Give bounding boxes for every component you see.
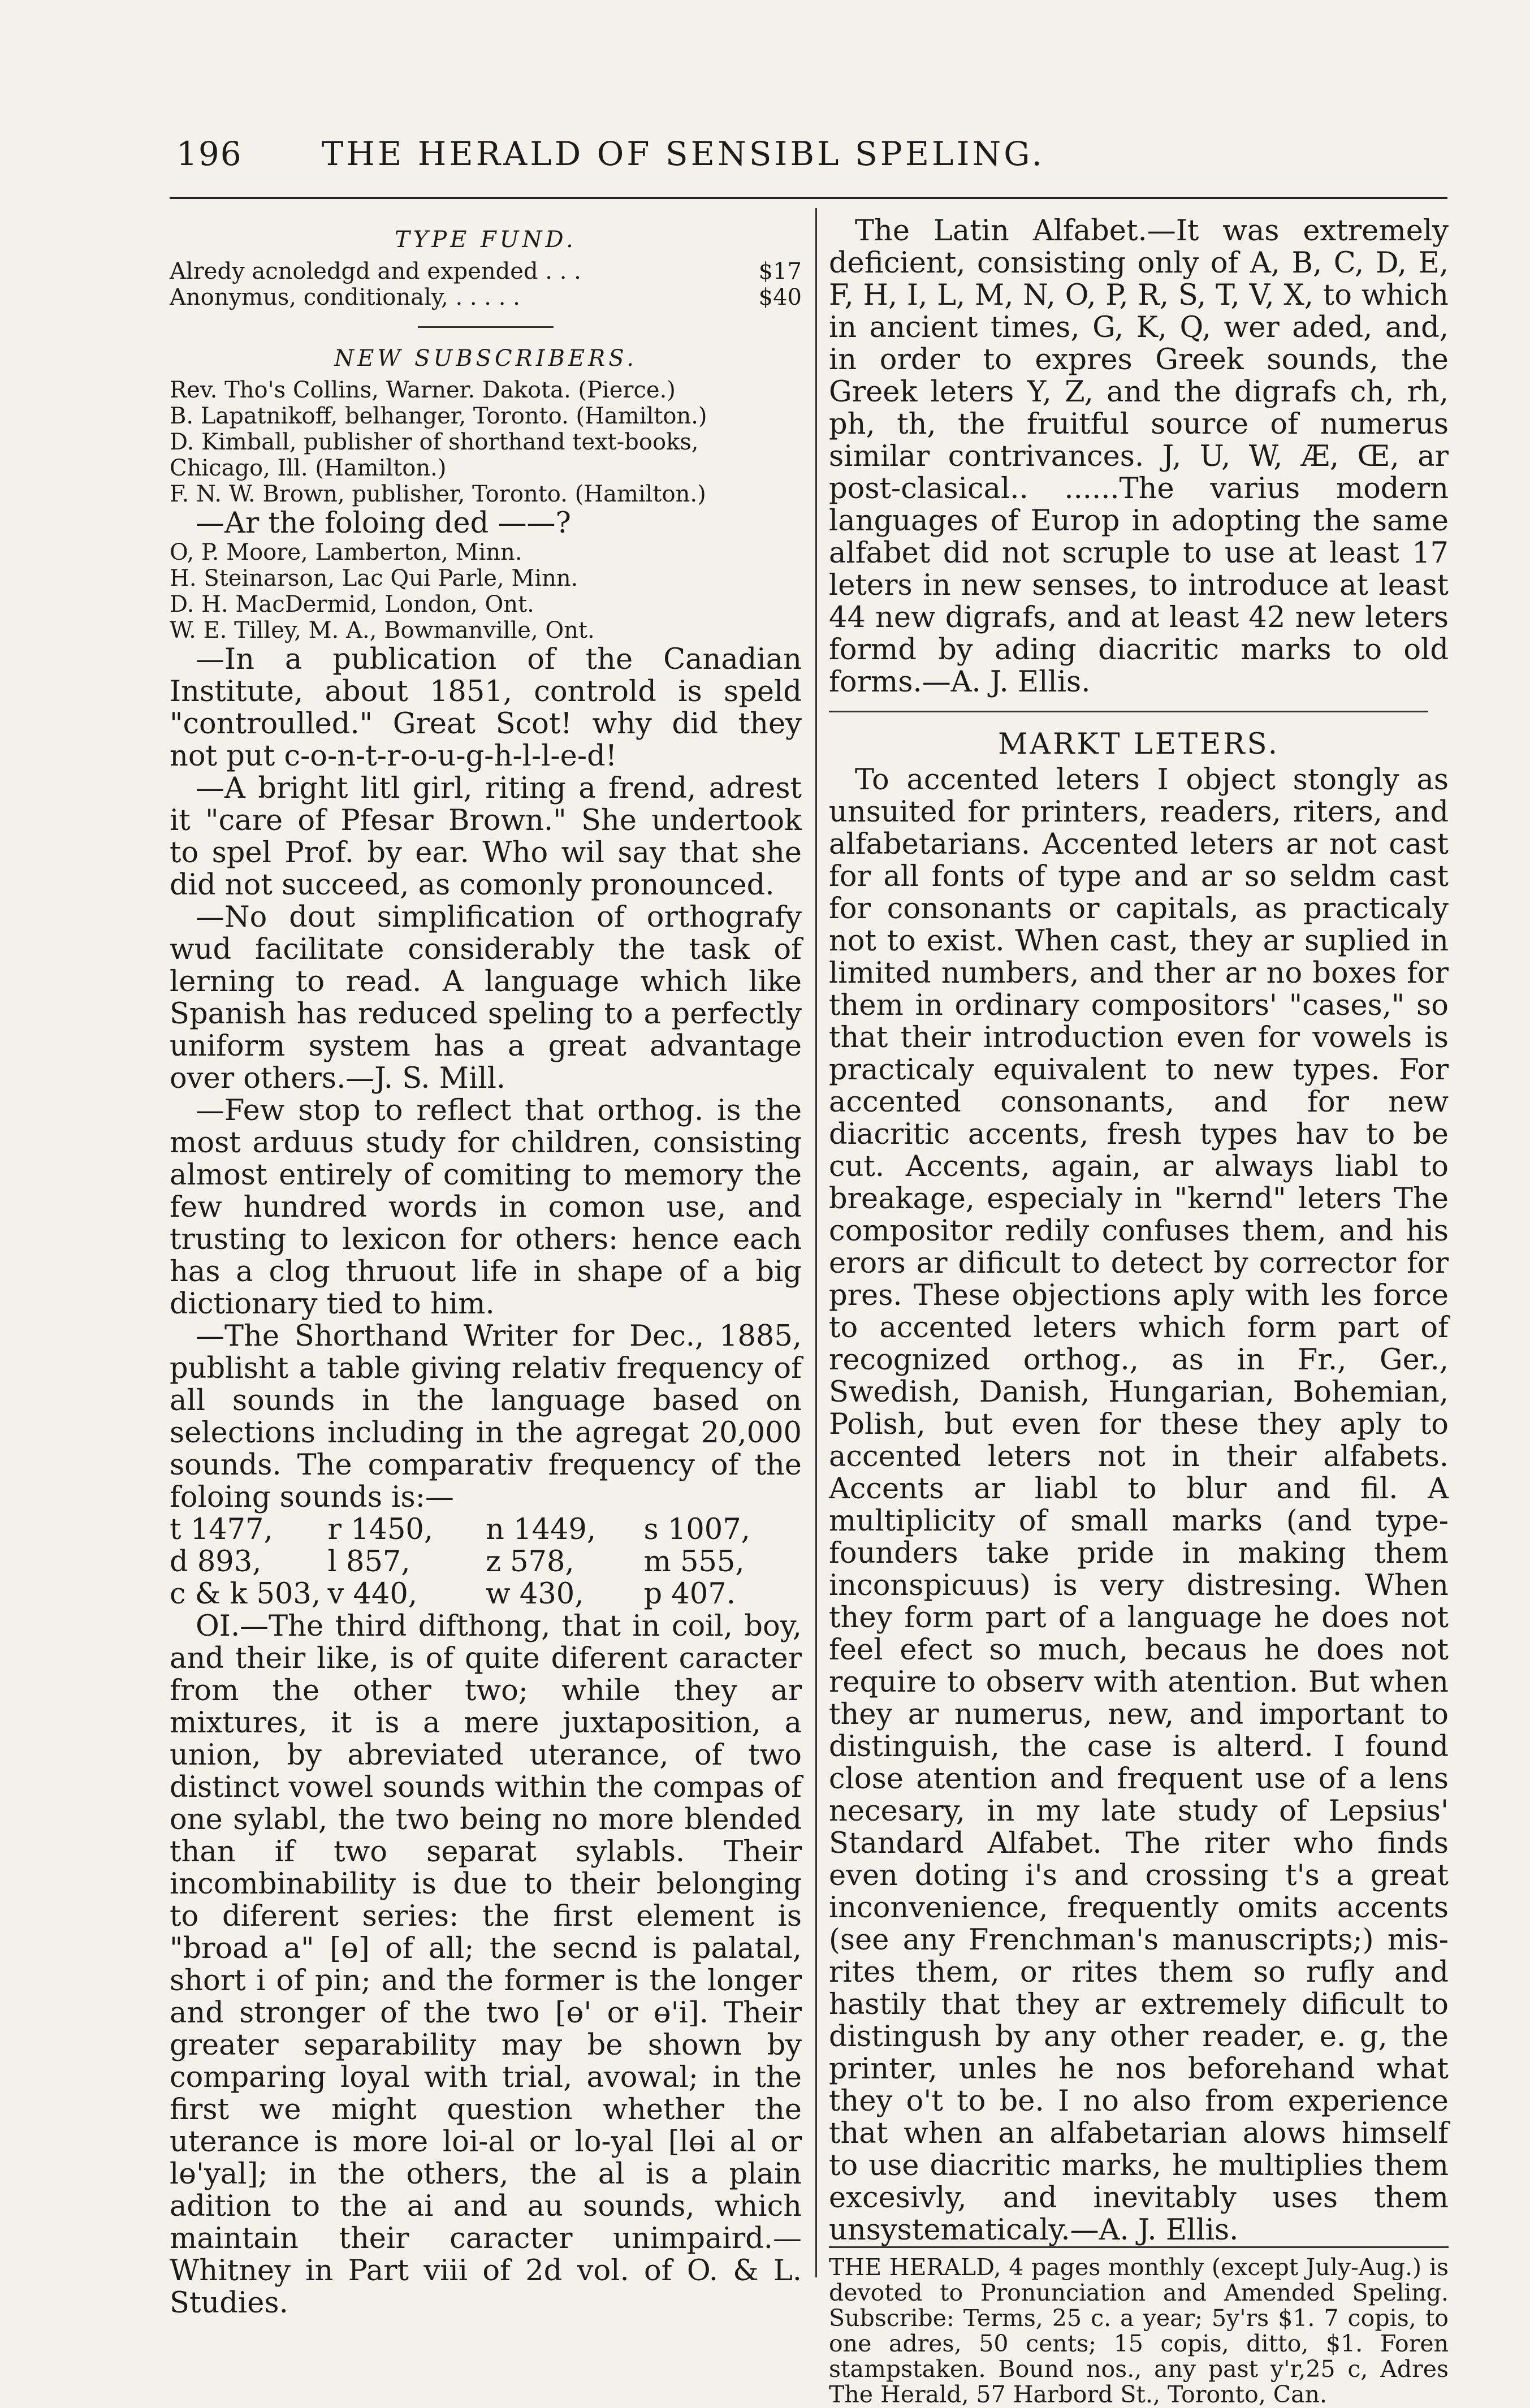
column-divider (815, 208, 817, 2277)
list-item: W. E. Tilley, M. A., Bowmanville, Ont. (170, 617, 595, 643)
markt-leters-body: To accented leters I object stongly as unsuited for printers, readers, riters, and alfabetarians. Accented leters ar not cast for all fonts of type and ar so seldm cast for consonants or capitals, as practicaly not to exist. When cast, they ar suplied in limited numbers, and ther ar no boxes for them in ordinary compositors' "cases," so that their introduction even for vowels is practicaly equivalent to new types. For accented consonants, and for new diacritic accents, fresh types hav to be cut. Accents, again, ar always liabl to breakage, especialy in "kernd" leters The compositor redily confuses them, and his erors ar dificult to detect by corrector for pres. These objections aply with les force to accented leters which form part of recognized orthog., as in Fr., Ger., Swedish, Danish, Hungarian, Bohemian, Polish, but even for these they aply to accented leters not in their alfabets. Accents ar liabl to blur and fil. A multiplicity of small marks (and type-founders take pride in making them inconspicuus) is very distresing. When they form part of a language he does not feel efect so much, becaus he does not require to observ with atention. But when they ar numerus, new, and important to distinguish, the case is alterd. I found close atention and frequent use of a lens necesary, in my late study of Lepsius' Standard Alfabet. The riter who finds even doting i's and crossing t's a great inconvenience, frequently omits accents (see any Frenchman's manuscripts;) mis-rites them, or rites them so rufly and hastily that they ar extremely dificult to distingush by any other reader, e. g, the printer, unles he nos beforehand what they o't to be. I no also from experience that when an alfabetarian alows himself to use diacritic marks, he multiplies them excesivly, and inevitably uses them unsystematicaly.—A. J. Ellis. (829, 763, 1449, 2247)
type-fund-list (170, 258, 802, 310)
list-item: B. Lapatnikoff, belhanger, Toronto. (Hamilton.) (170, 403, 707, 429)
paragraph: —No dout simplification of orthografy wud facilitate considerably the task of lerning to read. A language which like Spanish has reduced speling to a perfectly uniform system has a great advantage over others.—J. S. Mill. (170, 901, 802, 1095)
list-item: O, P. Moore, Lamberton, Minn. (170, 539, 522, 565)
list-item: F. N. W. Brown, publisher, Toronto. (Hamilton.) (170, 481, 706, 507)
paragraph: —A bright litl girl, riting a frend, adrest it "care of Pfesar Brown." She undertook to spel Prof. by ear. Who wil say that she did not succeed, as comonly pronounced. (170, 772, 802, 902)
oi-paragraph: OI.—The third difthong, that in coil, boy, and their like, is of quite diferent caracter from the other two; while they ar mixtures, it is a mere juxtaposition, a union, by abreviated uterance, of two distinct vowel sounds within the compas of one sylabl, the two being no more blended than if two separat sylabls. Their incombinability is due to their belonging to diferent series: the first element is "broad a" [ɵ] of all; the secnd is palatal, short i of pin; and the former is the longer and stronger of the two [ɵ' or ɵ'i]. Their greater separability may be shown by comparing loyal with trial, avowal; in the first we might question whether the uterance is more loi-al or lo-yal [lɵi al or lɵ'yal]; in the others, the al is a plain adition to the ai and au sounds, which maintain their caracter unimpaird.—Whitney in Part viii of 2d vol. of O. & L. Studies. (170, 1610, 802, 2320)
paragraph: —Few stop to reflect that orthog. is the most arduus study for children, consisting almost entirely of comiting to memory the few hundred words in comon use, and trusting to lexicon for others: hence each has a clog thruout life in shape of a big dictionary tied to him. (170, 1094, 802, 1321)
page-number: 196 (176, 135, 243, 173)
right-column (829, 215, 1449, 2407)
frequency-table (170, 1514, 802, 1610)
section-rule (418, 326, 554, 328)
page-header (176, 135, 1449, 180)
list-item: Rev. Tho's Collins, Warner. Dakota. (Pierce.) (170, 377, 676, 403)
type-fund-title: TYPE FUND. (395, 227, 577, 253)
markt-leters-title: MARKT LETERS. (998, 728, 1280, 761)
paragraph: —In a publication of the Canadian Institute, about 1851, controld is speld "controulled." Great Scot! why did they not put c-o-n-t-r-o-u-g-h-l-l-e-d! (170, 643, 802, 773)
ded-question: —Ar the foloing ded ——? (196, 507, 571, 540)
subscriber-list (170, 377, 802, 507)
section-rule (829, 711, 1428, 712)
ded-list (170, 539, 802, 643)
paragraph: —The Shorthand Writer for Dec., 1885, publisht a table giving relativ frequency of all sounds in the language based on selections including in the agregat 20,000 sounds. The comparativ frequency of the foloing sounds is:— (170, 1320, 802, 1514)
list-item: D. H. MacDermid, London, Ont. (170, 591, 534, 617)
table-row: t 1477, r 1450, n 1449, s 1007, (170, 1513, 750, 1546)
left-column (170, 215, 802, 2319)
table-row: c & k 503, v 440, w 430, p 407. (170, 1577, 736, 1611)
list-item: D. Kimball, publisher of shorthand text-books, Chicago, Ill. (Hamilton.) (170, 429, 699, 481)
subscription-notice: THE HERALD, 4 pages monthly (except July-Aug.) is devoted to Pronunciation and Amended Speling. Subscribe: Terms, 25 c. a year; 5y'rs $1. 7 copis, to one adres, 50 cents; 15 copis, ditto, $1. Foren stampstaken. Bound nos., any past y'r,25 c, Adres The Herald, 57 Harbord St., Toronto, Can. (829, 2246, 1449, 2407)
type-fund-row: Alredy acnoledgd and expended . . . $17 (170, 258, 802, 284)
latin-alfabet-paragraph: The Latin Alfabet.—It was extremely deficient, consisting only of A, B, C, D, E, F, H, I, L, M, N, O, P, R, S, T, V, X, to which in ancient times, G, K, Q, wer aded, and, in order to expres Greek sounds, the Greek leters Y, Z, and the digrafs ch, rh, ph, th, the fruitful source of numerus similar contrivances. J, U, W, Æ, Œ, ar post-clasical.. ......The varius modern languages of Europ in adopting the same alfabet did not scruple to use at least 17 leters in new senses, to introduce at least 44 new digrafs, and at least 42 new leters formd by ading diacritic marks to old forms.—A. J. Ellis. (829, 214, 1449, 699)
type-fund-row: Anonymus, conditionaly, . . . . . $40 (170, 284, 802, 310)
new-subscribers-title: NEW SUBSCRIBERS. (334, 345, 637, 371)
list-item: H. Steinarson, Lac Qui Parle, Minn. (170, 565, 578, 591)
header-rule (170, 197, 1447, 199)
table-row: d 893, l 857, z 578, m 555, (170, 1545, 745, 1579)
page-title: THE HERALD OF SENSIBL SPELING. (321, 135, 1045, 173)
